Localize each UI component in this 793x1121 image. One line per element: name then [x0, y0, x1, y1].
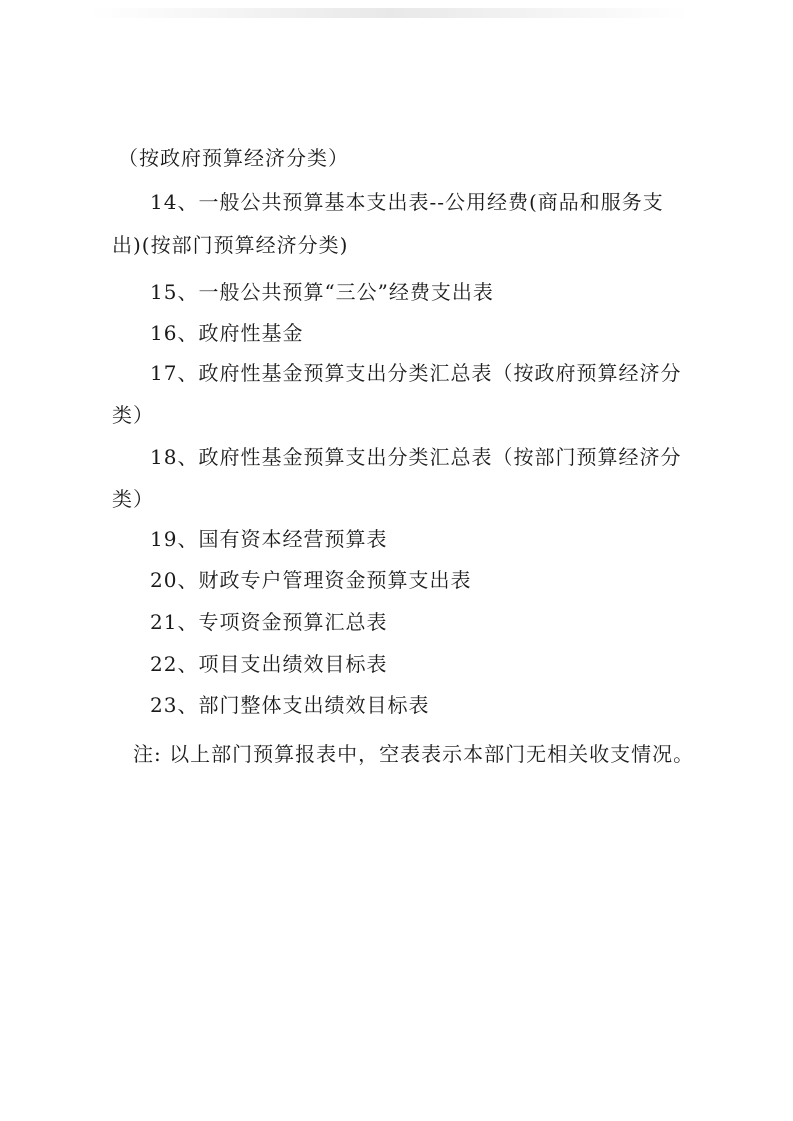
continued-line: （按政府预算经济分类）: [118, 146, 349, 170]
list-item-15: 15、一般公共预算“三公”经费支出表: [150, 280, 494, 304]
list-item-21: 21、专项资金预算汇总表: [150, 610, 388, 634]
list-item-14-line1: 14、一般公共预算基本支出表--公用经费(商品和服务支: [150, 190, 664, 214]
list-item-19: 19、国有资本经营预算表: [150, 527, 388, 551]
footnote: 注: 以上部门预算报表中，空表表示本部门无相关收支情况。: [133, 742, 695, 766]
list-item-18-line2: 类）: [112, 487, 154, 511]
list-item-16: 16、政府性基金: [150, 321, 304, 345]
list-item-20: 20、财政专户管理资金预算支出表: [150, 568, 472, 592]
list-item-23: 23、部门整体支出绩效目标表: [150, 693, 430, 717]
list-item-17-line2: 类）: [112, 403, 154, 427]
list-item-17-line1: 17、政府性基金预算支出分类汇总表（按政府预算经济分: [150, 361, 682, 385]
list-item-14-line2: 出)(按部门预算经济分类): [112, 233, 349, 257]
list-item-18-line1: 18、政府性基金预算支出分类汇总表（按部门预算经济分: [150, 445, 682, 469]
list-item-22: 22、项目支出绩效目标表: [150, 652, 388, 676]
